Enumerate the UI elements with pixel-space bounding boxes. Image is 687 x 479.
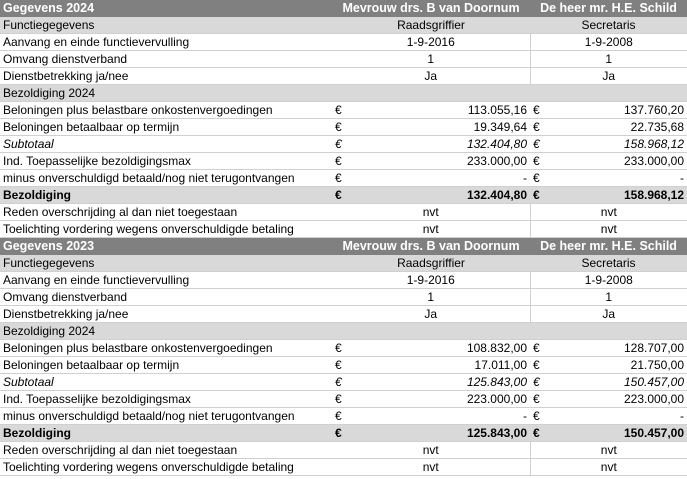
- toelichting-person1: nvt: [332, 459, 530, 476]
- reden-person2: nvt: [530, 204, 687, 221]
- section-title: Gegevens 2024: [0, 0, 332, 17]
- row-label: Beloningen betaalbaar op termijn: [0, 357, 332, 374]
- section-subheading: Bezoldiging 2024: [0, 85, 687, 102]
- section-title: Gegevens 2023: [0, 238, 332, 255]
- table-row: [0, 102, 687, 119]
- dienst-person2: Ja: [530, 68, 687, 85]
- person1-name: Mevrouw drs. B van Doornum: [332, 0, 530, 17]
- table-row: [0, 442, 687, 459]
- omvang-person1: 1: [332, 51, 530, 68]
- bezoldiging-person2: 150.457,00: [548, 425, 687, 442]
- aanvang-person1: 1-9-2016: [332, 34, 530, 51]
- row-label: Toelichting vordering wegens onverschuldigde betaling: [0, 459, 332, 476]
- currency-symbol: €: [332, 357, 350, 374]
- row-label: Ind. Toepasselijke bezoldigingsmax: [0, 153, 332, 170]
- table-row: [0, 272, 687, 289]
- currency-symbol: €: [332, 425, 350, 442]
- row-label: Dienstbetrekking ja/nee: [0, 306, 332, 323]
- row-label: Toelichting vordering wegens onverschuldigde betaling: [0, 221, 332, 238]
- omvang-person1: 1: [332, 289, 530, 306]
- section-header-2024: [0, 0, 687, 17]
- currency-symbol: €: [530, 408, 548, 425]
- table-row: [0, 340, 687, 357]
- max-person2: 223.000,00: [548, 391, 687, 408]
- reden-person1: nvt: [332, 204, 530, 221]
- toelichting-person2: nvt: [530, 459, 687, 476]
- row-label: Functiegegevens: [0, 255, 332, 272]
- subtotaal-person2: 150.457,00: [548, 374, 687, 391]
- table-row: [0, 204, 687, 221]
- termijn-person1: 17.011,00: [350, 357, 530, 374]
- subtotaal-person1: 125.843,00: [350, 374, 530, 391]
- section-header-2023: [0, 238, 687, 255]
- omvang-person2: 1: [530, 51, 687, 68]
- bezoldiging-person2: 158.968,12: [548, 187, 687, 204]
- termijn-person2: 22.735,68: [548, 119, 687, 136]
- currency-symbol: €: [530, 425, 548, 442]
- table-row: [0, 34, 687, 51]
- dienst-person2: Ja: [530, 306, 687, 323]
- row-label: Aanvang en einde functievervulling: [0, 272, 332, 289]
- table-row: [0, 68, 687, 85]
- table-row: [0, 119, 687, 136]
- minus-person1: -: [350, 170, 530, 187]
- minus-person2: -: [548, 408, 687, 425]
- aanvang-person2: 1-9-2008: [530, 272, 687, 289]
- row-label: Omvang dienstverband: [0, 289, 332, 306]
- table-row: [0, 374, 687, 391]
- reden-person2: nvt: [530, 442, 687, 459]
- row-label: Ind. Toepasselijke bezoldigingsmax: [0, 391, 332, 408]
- table-row: [0, 221, 687, 238]
- row-label: Beloningen plus belastbare onkostenvergoedingen: [0, 340, 332, 357]
- currency-symbol: €: [530, 170, 548, 187]
- toelichting-person1: nvt: [332, 221, 530, 238]
- row-label: Omvang dienstverband: [0, 51, 332, 68]
- max-person1: 233.000,00: [350, 153, 530, 170]
- max-person2: 233.000,00: [548, 153, 687, 170]
- currency-symbol: €: [530, 374, 548, 391]
- subtotaal-person1: 132.404,80: [350, 136, 530, 153]
- bezoldiging-person1: 132.404,80: [350, 187, 530, 204]
- row-label: Beloningen betaalbaar op termijn: [0, 119, 332, 136]
- row-label: Bezoldiging: [0, 425, 332, 442]
- row-label: Reden overschrijding al dan niet toegestaan: [0, 204, 332, 221]
- bezoldiging-person1: 125.843,00: [350, 425, 530, 442]
- currency-symbol: €: [530, 153, 548, 170]
- functie-person2: Secretaris: [530, 17, 687, 34]
- currency-symbol: €: [332, 374, 350, 391]
- table-row: [0, 289, 687, 306]
- row-label: minus onverschuldigd betaald/nog niet terugontvangen: [0, 408, 332, 425]
- beloningen-person2: 128.707,00: [548, 340, 687, 357]
- beloningen-person2: 137.760,20: [548, 102, 687, 119]
- currency-symbol: €: [332, 119, 350, 136]
- table-row: [0, 170, 687, 187]
- max-person1: 223.000,00: [350, 391, 530, 408]
- table-row: [0, 17, 687, 34]
- omvang-person2: 1: [530, 289, 687, 306]
- aanvang-person2: 1-9-2008: [530, 34, 687, 51]
- currency-symbol: €: [530, 136, 548, 153]
- row-label: Subtotaal: [0, 374, 332, 391]
- table-row: [0, 357, 687, 374]
- functie-person1: Raadsgriffier: [332, 17, 530, 34]
- currency-symbol: €: [332, 102, 350, 119]
- table-row: [0, 391, 687, 408]
- table-row: [0, 408, 687, 425]
- aanvang-person1: 1-9-2016: [332, 272, 530, 289]
- currency-symbol: €: [332, 136, 350, 153]
- currency-symbol: €: [530, 102, 548, 119]
- currency-symbol: €: [332, 187, 350, 204]
- minus-person2: -: [548, 170, 687, 187]
- beloningen-person1: 108.832,00: [350, 340, 530, 357]
- functie-person2: Secretaris: [530, 255, 687, 272]
- dienst-person1: Ja: [332, 68, 530, 85]
- currency-symbol: €: [332, 340, 350, 357]
- functie-person1: Raadsgriffier: [332, 255, 530, 272]
- beloningen-person1: 113.055,16: [350, 102, 530, 119]
- table-row-total: [0, 425, 687, 442]
- row-label: Functiegegevens: [0, 17, 332, 34]
- person2-name: De heer mr. H.E. Schild: [530, 238, 687, 255]
- row-label: Subtotaal: [0, 136, 332, 153]
- row-label: Aanvang en einde functievervulling: [0, 34, 332, 51]
- table-row: [0, 306, 687, 323]
- row-label: Bezoldiging: [0, 187, 332, 204]
- currency-symbol: €: [332, 408, 350, 425]
- table-row: [0, 51, 687, 68]
- person2-name: De heer mr. H.E. Schild: [530, 0, 687, 17]
- row-label: Dienstbetrekking ja/nee: [0, 68, 332, 85]
- currency-symbol: €: [530, 340, 548, 357]
- termijn-person1: 19.349,64: [350, 119, 530, 136]
- table-row: [0, 459, 687, 476]
- table-row: [0, 85, 687, 102]
- table-row: [0, 153, 687, 170]
- currency-symbol: €: [530, 391, 548, 408]
- table-row: [0, 323, 687, 340]
- table-row: [0, 136, 687, 153]
- currency-symbol: €: [332, 170, 350, 187]
- section-subheading: Bezoldiging 2024: [0, 323, 687, 340]
- row-label: minus onverschuldigd betaald/nog niet terugontvangen: [0, 170, 332, 187]
- minus-person1: -: [350, 408, 530, 425]
- currency-symbol: €: [530, 119, 548, 136]
- currency-symbol: €: [530, 357, 548, 374]
- reden-person1: nvt: [332, 442, 530, 459]
- table-row-total: [0, 187, 687, 204]
- currency-symbol: €: [530, 187, 548, 204]
- row-label: Reden overschrijding al dan niet toegestaan: [0, 442, 332, 459]
- termijn-person2: 21.750,00: [548, 357, 687, 374]
- currency-symbol: €: [332, 153, 350, 170]
- person1-name: Mevrouw drs. B van Doornum: [332, 238, 530, 255]
- row-label: Beloningen plus belastbare onkostenvergoedingen: [0, 102, 332, 119]
- table-row: [0, 255, 687, 272]
- toelichting-person2: nvt: [530, 221, 687, 238]
- currency-symbol: €: [332, 391, 350, 408]
- dienst-person1: Ja: [332, 306, 530, 323]
- subtotaal-person2: 158.968,12: [548, 136, 687, 153]
